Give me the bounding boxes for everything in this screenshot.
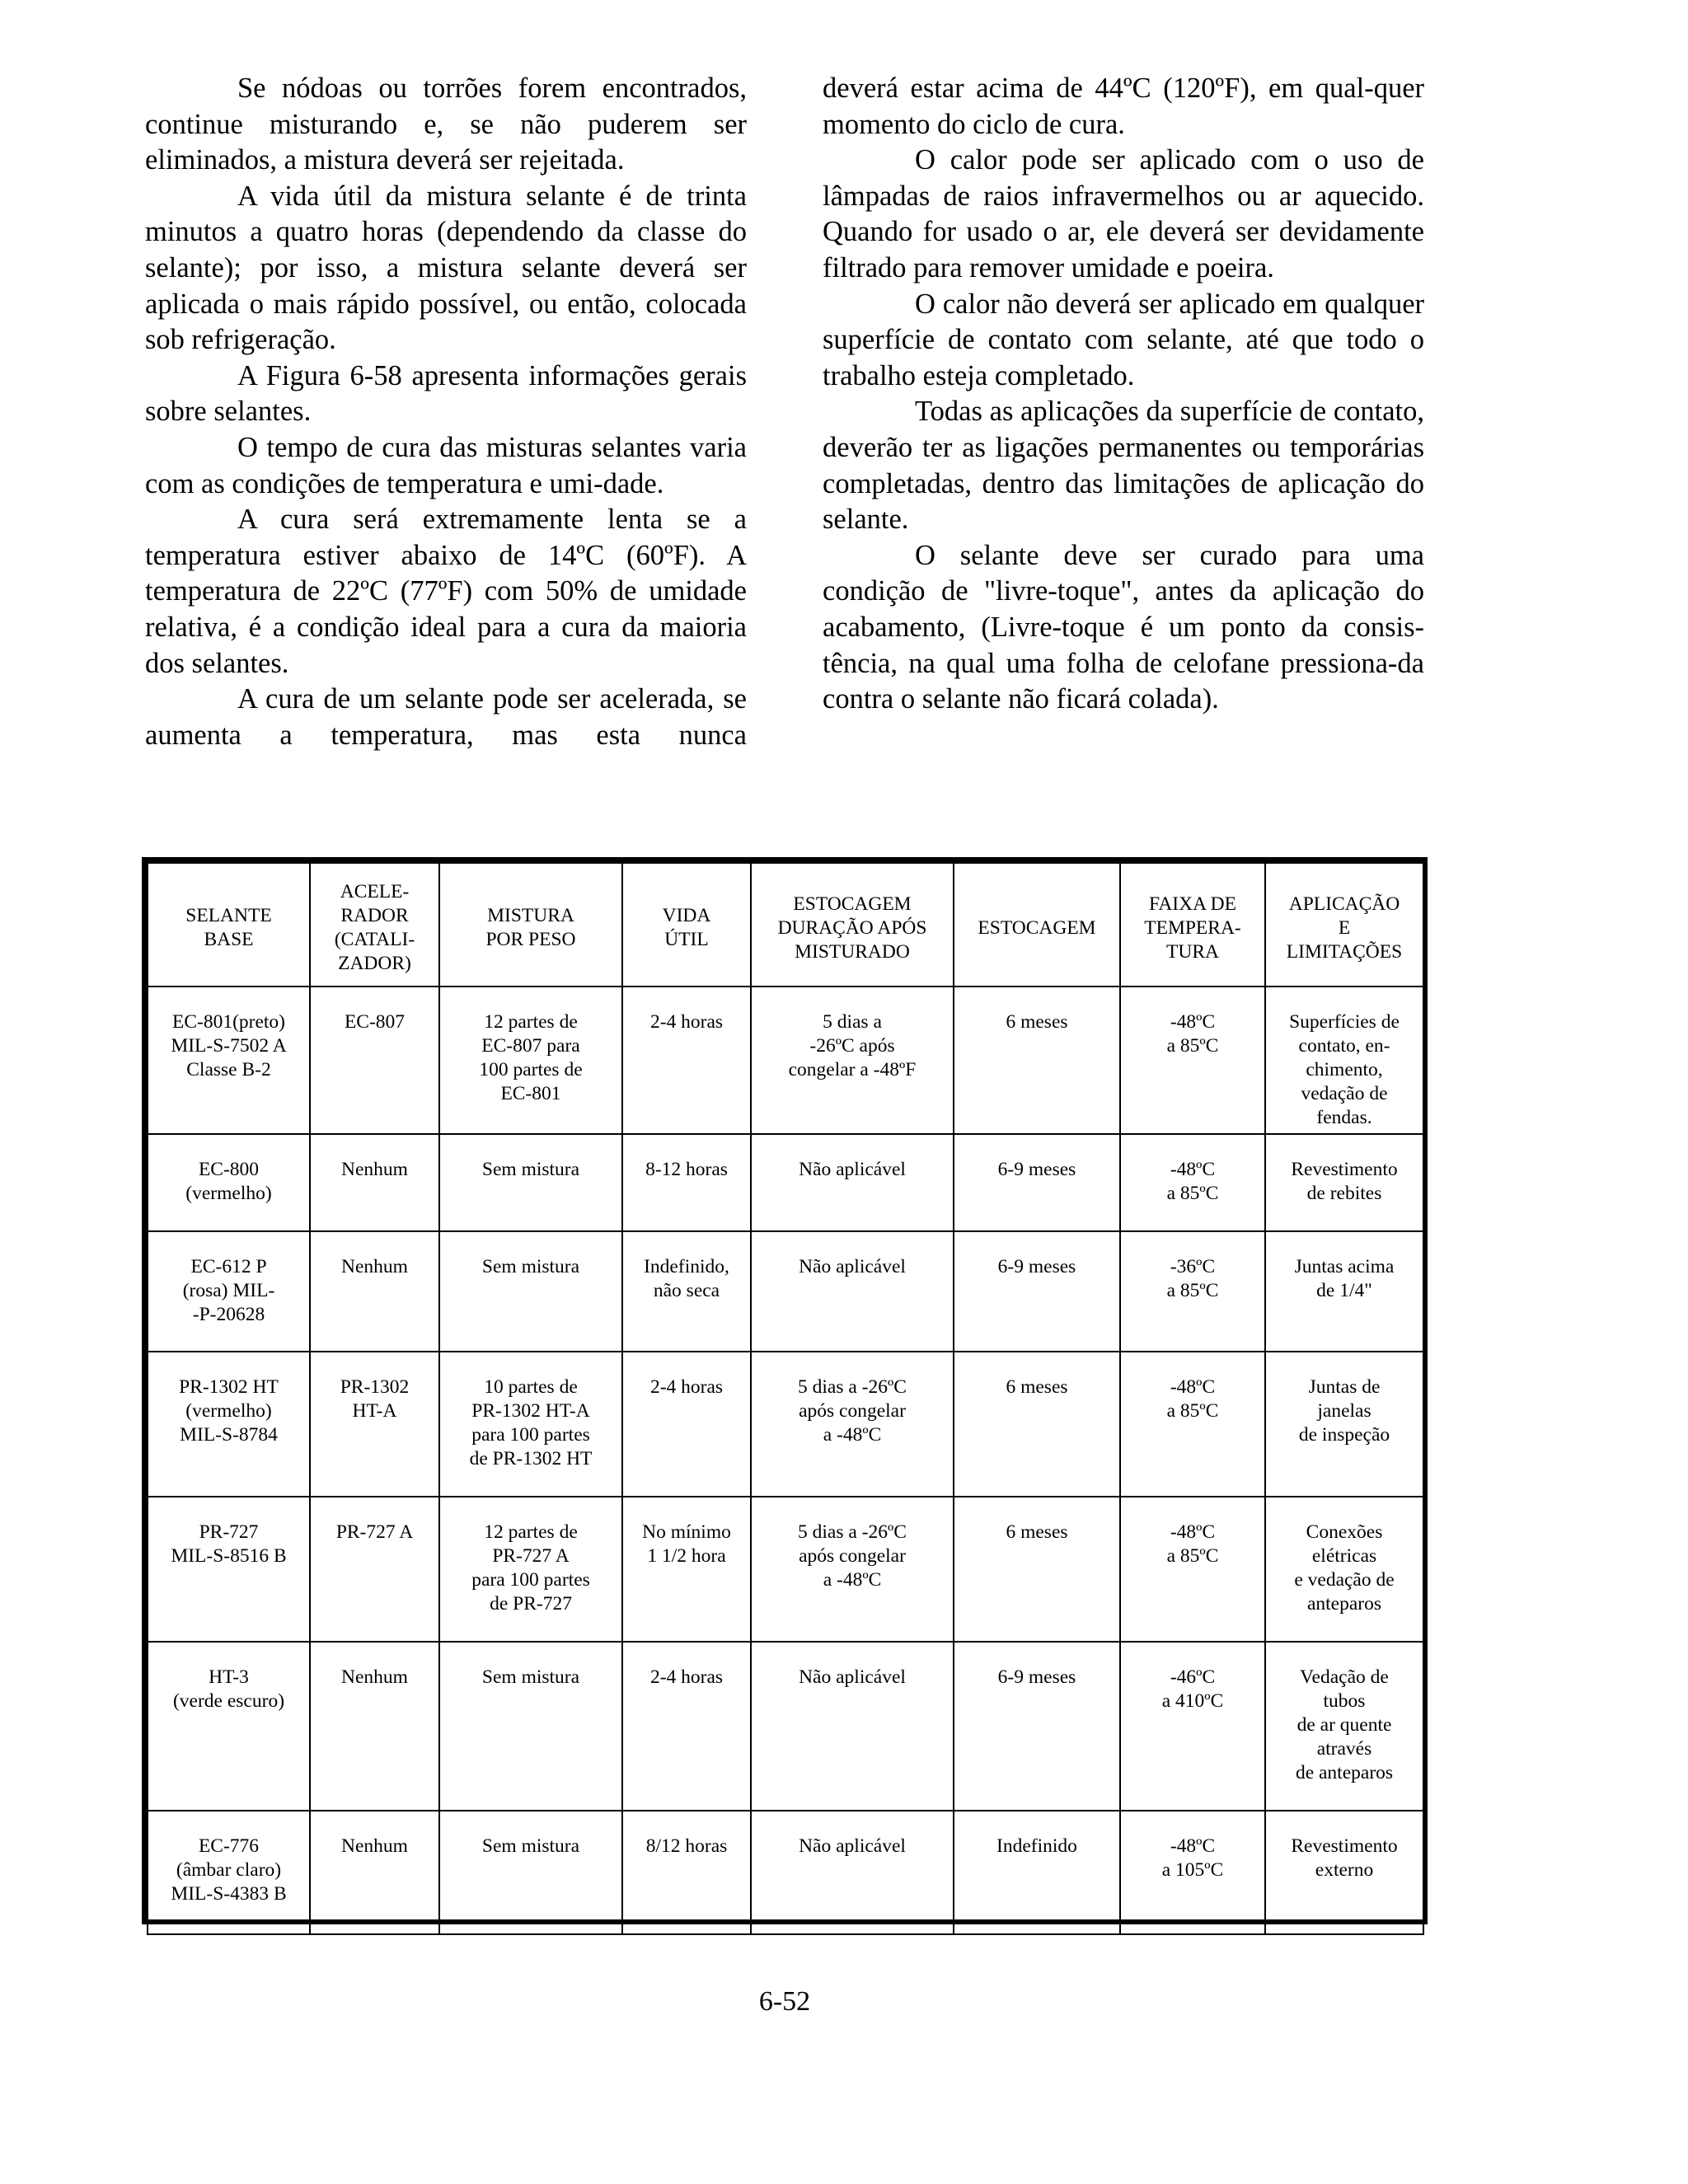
table-cell xyxy=(751,1231,954,1352)
table-row xyxy=(148,1352,1423,1497)
table-cell xyxy=(751,1352,954,1497)
table-cell-text: Nenhum xyxy=(341,1159,408,1180)
table-header-row xyxy=(148,863,1423,987)
paragraph: A vida útil da mistura selante é de trinta minutos a quatro horas (dependendo da classe do selante); por isso, a mistura selante deverá ser aplicada o mais rápido possível, ou então, colocada sob refrigeração. xyxy=(145,180,747,356)
table-cell xyxy=(439,1811,622,1934)
table-row xyxy=(148,1497,1423,1642)
table-cell xyxy=(310,1642,439,1811)
table-cell xyxy=(622,1811,751,1934)
paragraph: Todas as aplicações da superfície de contato, deverão ter as ligações permanentes ou temporárias completadas, dentro das limitações de aplicação do selante. xyxy=(823,396,1424,536)
table-header-cell: VIDA ÚTIL xyxy=(622,863,751,987)
table-cell xyxy=(310,1497,439,1642)
table-cell xyxy=(954,1642,1120,1811)
table-cell xyxy=(148,1497,310,1642)
table-cell-text: 12 partes de EC-807 para 100 partes de EC-801 xyxy=(479,1011,583,1104)
table-cell xyxy=(622,1497,751,1642)
table-cell-text: 10 partes de PR-1302 HT-A para 100 partes de PR-1302 HT xyxy=(469,1376,593,1469)
table-row xyxy=(148,987,1423,1134)
paragraph: A Figura 6-58 apresenta informações gerais sobre selantes. xyxy=(145,359,747,428)
table-cell-text: -48ºC a 85ºC xyxy=(1166,1376,1219,1422)
table-cell xyxy=(1265,1352,1423,1497)
table-cell-text: 6 meses xyxy=(1006,1376,1068,1398)
paragraph: O tempo de cura das misturas selantes varia com as condições de temperatura e umi-dade. xyxy=(145,431,747,499)
table-cell-text: 6 meses xyxy=(1006,1011,1068,1033)
table-cell-text: Não aplicável xyxy=(799,1666,906,1688)
table-cell-text: Juntas de janelas de inspeção xyxy=(1298,1376,1390,1446)
table-cell xyxy=(751,1497,954,1642)
table-cell-text: HT-3 (verde escuro) xyxy=(172,1666,285,1712)
table-cell xyxy=(1265,1811,1423,1934)
table-header-cell: APLICAÇÃO E LIMITAÇÕES xyxy=(1265,863,1423,987)
table-cell xyxy=(1120,1811,1265,1934)
table-cell xyxy=(310,987,439,1134)
table-cell-text: 6 meses xyxy=(1006,1521,1068,1543)
table-cell-text: 12 partes de PR-727 A para 100 partes de PR-727 xyxy=(471,1521,590,1615)
table-cell-text: 2-4 horas xyxy=(649,1666,724,1688)
table-row xyxy=(148,1642,1423,1811)
table-header-cell: ACELE- RADOR (CATALI- ZADOR) xyxy=(310,863,439,987)
table-cell-text: 5 dias a -26ºC após congelar a -48ºC xyxy=(798,1376,907,1446)
table-cell-text: PR-1302 HT (vermelho) MIL-S-8784 xyxy=(179,1376,279,1446)
paragraph: O calor pode ser aplicado com o uso de lâmpadas de raios infravermelhos ou ar aquecido. Quando for usado o ar, ele deverá ser devidamente filtrado para remover umidade e poeira. xyxy=(823,144,1424,284)
table-cell-text: 5 dias a -26ºC após congelar a -48ºC xyxy=(798,1521,907,1591)
table-cell xyxy=(751,1811,954,1934)
table-cell xyxy=(622,1134,751,1231)
paragraph: O calor não deverá ser aplicado em qualquer superfície de contato com selante, até que todo o trabalho esteja completado. xyxy=(823,288,1424,391)
table-cell-text: -36ºC a 85ºC xyxy=(1166,1256,1219,1301)
table-cell xyxy=(439,1352,622,1497)
table-cell xyxy=(751,1642,954,1811)
table-cell-text: Conexões elétricas e vedação de anteparos xyxy=(1294,1521,1395,1615)
table-cell-text: Sem mistura xyxy=(481,1256,580,1277)
table-cell xyxy=(439,987,622,1134)
table-cell xyxy=(148,987,310,1134)
table-cell-text: Não aplicável xyxy=(799,1835,906,1857)
table-cell xyxy=(1120,987,1265,1134)
table-cell xyxy=(622,1352,751,1497)
paragraph: O selante deve ser curado para uma condição de "livre-toque", antes da aplicação do acabamento, (Livre-toque é um ponto da consis-tência, na qual uma folha de celofane pressiona-da contra o selante não ficará colada). xyxy=(823,539,1424,715)
table-cell-text: 6-9 meses xyxy=(997,1666,1076,1688)
table-cell-text: -48ºC a 85ºC xyxy=(1166,1159,1219,1204)
table-cell-text: 8-12 horas xyxy=(645,1159,728,1180)
table-cell-text: Sem mistura xyxy=(481,1835,580,1857)
table-cell-text: Revestimento externo xyxy=(1291,1835,1398,1881)
table-cell-text: 2-4 horas xyxy=(649,1011,724,1033)
table-cell-text: PR-727 A xyxy=(335,1521,414,1543)
table-cell xyxy=(148,1231,310,1352)
table-cell xyxy=(622,1231,751,1352)
table-cell xyxy=(439,1497,622,1642)
table-cell xyxy=(148,1352,310,1497)
table-header-cell: MISTURA POR PESO xyxy=(439,863,622,987)
table-cell xyxy=(148,1134,310,1231)
table-cell xyxy=(439,1231,622,1352)
table-cell-text: Vedação de tubos de ar quente através de anteparos xyxy=(1295,1666,1394,1783)
table-cell xyxy=(310,1352,439,1497)
sealant-table xyxy=(142,857,1428,1924)
table-cell xyxy=(1120,1134,1265,1231)
table-cell xyxy=(1265,1134,1423,1231)
table-cell xyxy=(148,1642,310,1811)
table-cell-text: Sem mistura xyxy=(481,1666,580,1688)
page-number: 6-52 xyxy=(758,1986,811,2017)
table-cell xyxy=(148,1811,310,1934)
table-cell-text: EC-800 (vermelho) xyxy=(185,1159,272,1204)
table-cell-text: Indefinido, não seca xyxy=(644,1256,729,1301)
table-cell-text: EC-807 xyxy=(344,1011,406,1033)
table-cell-text: 2-4 horas xyxy=(649,1376,724,1398)
table-cell xyxy=(310,1811,439,1934)
table-cell-text: EC-776 (âmbar claro) MIL-S-4383 B xyxy=(171,1835,287,1905)
table-row xyxy=(148,1811,1423,1934)
table-cell-text: 6-9 meses xyxy=(997,1159,1076,1180)
right-text-column xyxy=(823,71,1424,718)
table-row xyxy=(148,1231,1423,1352)
table-cell xyxy=(310,1231,439,1352)
table-cell-text: EC-612 P (rosa) MIL- -P-20628 xyxy=(182,1256,275,1325)
table-cell xyxy=(1120,1642,1265,1811)
table-row xyxy=(148,1134,1423,1231)
table-cell-text: 8/12 horas xyxy=(645,1835,728,1857)
table-cell xyxy=(751,1134,954,1231)
table-header-cell: FAIXA DE TEMPERA- TURA xyxy=(1120,863,1265,987)
table-cell xyxy=(1120,1231,1265,1352)
table-cell xyxy=(310,1134,439,1231)
table-cell xyxy=(954,1231,1120,1352)
paragraph: Se nódoas ou torrões forem encontrados, continue misturando e, se não puderem ser eliminados, a mistura deverá ser rejeitada. xyxy=(145,73,747,176)
table-cell-text: -48ºC a 85ºC xyxy=(1166,1521,1219,1567)
table-cell-text: 5 dias a -26ºC após congelar a -48ºF xyxy=(788,1011,917,1080)
table-cell-text: Não aplicável xyxy=(799,1256,906,1277)
table-cell xyxy=(1265,987,1423,1134)
table-cell-text: Nenhum xyxy=(341,1666,408,1688)
table-cell-text: -48ºC a 105ºC xyxy=(1161,1835,1224,1881)
table-cell xyxy=(954,1134,1120,1231)
table-cell-text: -48ºC a 85ºC xyxy=(1166,1011,1219,1057)
table-cell xyxy=(1265,1231,1423,1352)
paragraph: deverá estar acima de 44ºC (120ºF), em qual-quer momento do ciclo de cura. xyxy=(823,73,1424,140)
table-cell xyxy=(954,1811,1120,1934)
table-header-cell: SELANTE BASE xyxy=(148,863,310,987)
paragraph: A cura será extremamente lenta se a temperatura estiver abaixo de 14ºC (60ºF). A temperatura de 22ºC (77ºF) com 50% de umidade relativa, é a condição ideal para a cura da maioria dos selantes. xyxy=(145,504,747,679)
table-cell-text: Indefinido xyxy=(996,1835,1077,1857)
table-cell xyxy=(439,1642,622,1811)
table-cell-text: Nenhum xyxy=(341,1835,408,1857)
left-text-column xyxy=(145,71,747,753)
table-cell-text: Revestimento de rebites xyxy=(1291,1159,1398,1204)
table-cell-text: Superfícies de contato, en- chimento, vedação de fendas. xyxy=(1289,1011,1400,1128)
table-cell xyxy=(954,1497,1120,1642)
table-cell xyxy=(1120,1497,1265,1642)
table-cell-text: PR-727 MIL-S-8516 B xyxy=(171,1521,287,1567)
table-cell xyxy=(1265,1642,1423,1811)
table-cell-text: 6-9 meses xyxy=(997,1256,1076,1277)
table-cell-text: PR-1302 HT-A xyxy=(340,1376,410,1422)
table-header-cell: ESTOCAGEM DURAÇÃO APÓS MISTURADO xyxy=(751,863,954,987)
table-cell-text: Nenhum xyxy=(341,1256,408,1277)
table-cell xyxy=(954,987,1120,1134)
table-cell-text: Juntas acima de 1/4" xyxy=(1294,1256,1395,1301)
table-cell-text: Sem mistura xyxy=(481,1159,580,1180)
table-cell xyxy=(439,1134,622,1231)
table-cell xyxy=(622,1642,751,1811)
table-cell-text: EC-801(preto) MIL-S-7502 A Classe B-2 xyxy=(171,1011,287,1080)
table-cell xyxy=(622,987,751,1134)
table-cell xyxy=(751,987,954,1134)
table-cell-text: No mínimo 1 1/2 hora xyxy=(642,1521,731,1567)
paragraph: A cura de um selante pode ser acelerada, se aumenta a temperatura, mas esta nunca xyxy=(145,683,747,751)
table-cell xyxy=(1120,1352,1265,1497)
table-cell-text: -46ºC a 410ºC xyxy=(1161,1666,1224,1712)
sealant-table-grid xyxy=(147,862,1424,1935)
table-cell xyxy=(954,1352,1120,1497)
table-cell-text: Não aplicável xyxy=(799,1159,906,1180)
table-cell xyxy=(1265,1497,1423,1642)
table-header-cell: ESTOCAGEM xyxy=(954,863,1120,987)
